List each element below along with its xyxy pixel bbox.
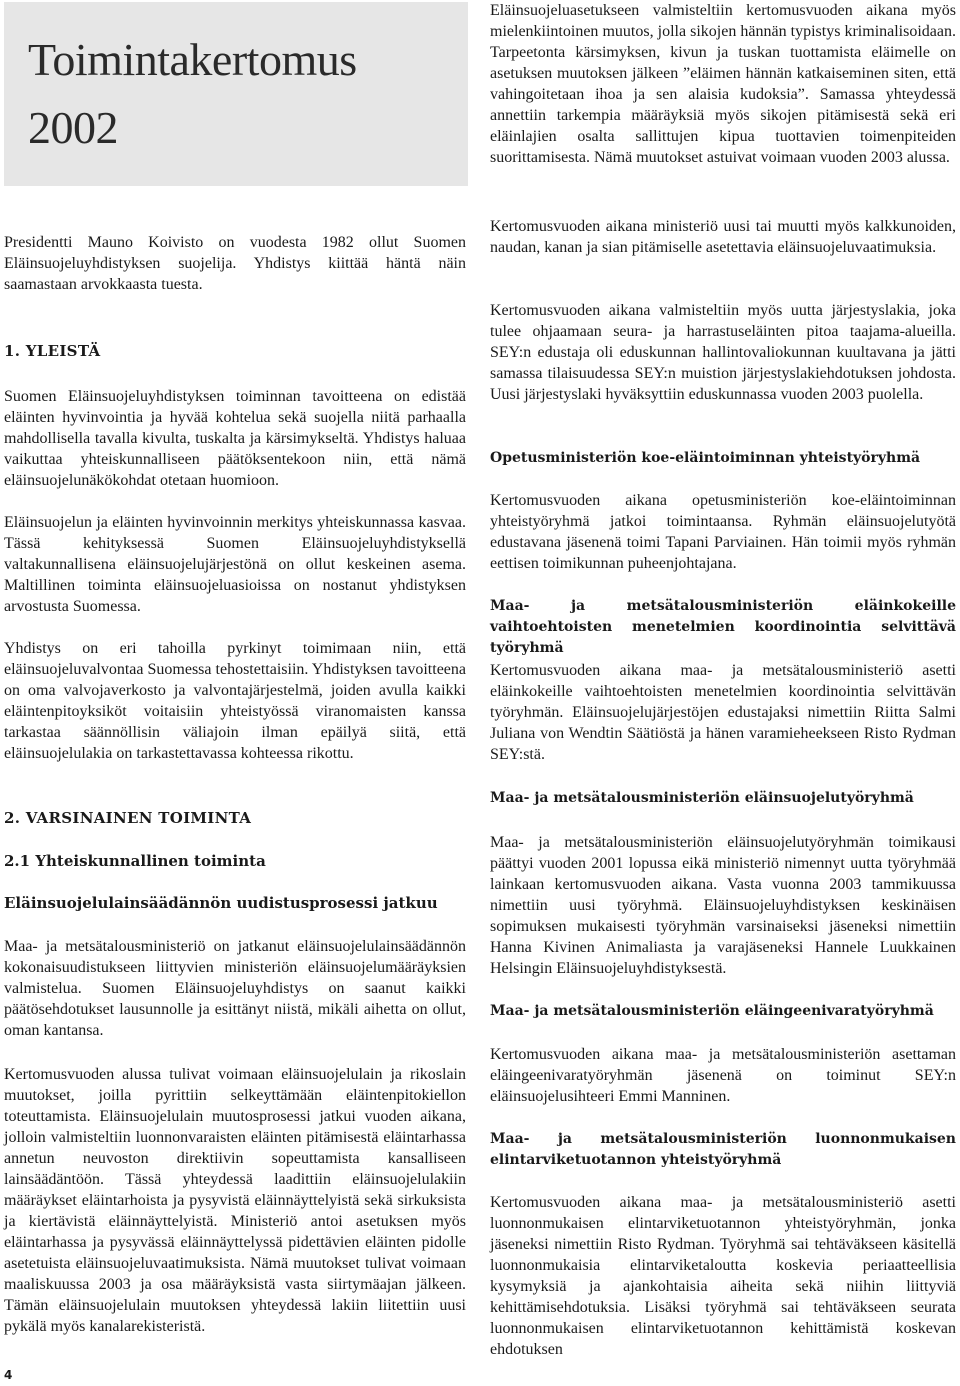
paragraph: Kertomusvuoden aikana maa- ja metsätalousministeriö asetti luonnonmukaisen elintarviketuotannon yhteistyöryhmän, jonka jäseneksi nimettiin Risto Rydman. Työryhmä sai tehtäväkseen käsitellä luonnonmukaisia elintarviketaloutta koskevia periaatteellisia kysymyksiä ja ajankohtaisia aiheita sekä niihin liittyviä kehittämisehdotuksia. Lisäksi työryhmä sai tehtäväkseen seurata luonnonmukaisen elintarviketuotannon kehittämistä koskevan ehdotuksen bbox=[490, 1194, 956, 1358]
page-number: 4 bbox=[4, 1368, 13, 1382]
paragraph: Kertomusvuoden aikana opetusministeriön koe-eläintoiminnan yhteistyöryhmä jatkoi toimintaansa. Ryhmän eläinsuojelutyötä edustavana jäsenenä toimi Tapani Parviainen. Hän toimii myös ryhmän eettisen toimikunnan puheenjohtajana. bbox=[490, 492, 956, 572]
topic-heading: Maa- ja metsätalousministeriön luonnonmukaisen elintarviketuotannon yhteistyöryhmä bbox=[490, 1131, 956, 1168]
paragraph: Eläinsuojelun ja eläinten hyvinvoinnin merkitys yhteiskunnassa kasvaa. Tässä kehityksessä Suomen Eläinsuojeluyhdistyksellä valtakunnallisena eläinsuojelujärjestönä on ollut keskeinen asema. Maltillinen toiminta eläinsuojeluasioissa on nostanut yhdistyksen arvostusta Suomessa. bbox=[4, 514, 466, 615]
topic-heading: Maa- ja metsätalousministeriön eläinkokeille vaihtoehtoisten menetelmien koordinointia selvittävä työryhmä bbox=[490, 598, 956, 656]
topic-heading: Maa- ja metsätalousministeriön eläinsuojelutyöryhmä bbox=[490, 790, 914, 806]
title-banner bbox=[4, 2, 468, 186]
title-line-2: 2002 bbox=[28, 102, 118, 153]
subsection-heading: 2.1 Yhteiskunnallinen toiminta bbox=[4, 852, 266, 870]
paragraph: Kertomusvuoden alussa tulivat voimaan eläinsuojelulain ja rikoslain muutokset, joilla pyrittiin selkeyttämään eläintenpitokiellon toteuttamista. Eläinsuojelulain muutosprosessi jatkui vuoden aikana, jolloin valmisteltiin luonnonvaraisten eläinten pitämisestä eläintarhassa annetun neuvoston direktiivin sopeuttamista kansalliseen lainsäädäntöön. Tässä yhteydessä laadittiin eläinsuojelulakiin määräykset eläintarhoista ja pysyvistä eläinnäyttelyistä sekä sirkuksista ja kiertävistä eläinnäyttelyistä. Ministeriö antoi asetuksen myös eläintarhassa ja pysyvässä eläinnäyttelyssä pidettävien eläinten pidolle asetetuista eläinsuojeluvaatimuksista. Nämä muutokset tulivat voimaan maaliskuussa 2003 ja osa määräyksistä vasta siirtymäajan jälkeen. Tämän eläinsuojelulain muutoksen yhteydessä lakiin liitettiin uusi pykälä myös kanalarekisteristä. bbox=[4, 1066, 466, 1335]
intro-paragraph: Presidentti Mauno Koivisto on vuodesta 1982 ollut Suomen Eläinsuojeluyhdistyksen suojelija. Yhdistys kiittää häntä näin saamastaan arvokkaasta tuesta. bbox=[4, 234, 466, 293]
page-title bbox=[28, 26, 357, 162]
paragraph: Kertomusvuoden aikana valmisteltiin myös uutta järjestyslakia, joka tulee ohjaamaan seura- ja harrastuseläinten pitoa taajama-alueilla. SEY:n edustaja oli eduskunnan hallintovaliokunnan kuultavana ja jätti samassa tilaisuudessa SEY:n muistion järjestyslakiehdotuksen johdosta. Uusi järjestyslaki hyväksyttiin eduskunnassa vuoden 2003 puolella. bbox=[490, 302, 956, 403]
topic-heading: Maa- ja metsätalousministeriön eläingeenivaratyöryhmä bbox=[490, 1003, 934, 1019]
paragraph: Yhdistys on eri tahoilla pyrkinyt toimimaan niin, että eläinsuojeluvalvontaa Suomessa tehostettaisiin. Yhdistyksen tavoitteena on oma valvojaverkosto ja valvontajärjestelmä, joiden avulla kaikki eläintenpitoyksiköt voitaisiin yhteistyössä viranomaisten kanssa tarkastaa säännöllisin väliajoin ilman epäilyä siitä, että eläinsuojelulakia on tarkastettavassa kohteessa rikottu. bbox=[4, 640, 466, 762]
section-heading-general: 1. YLEISTÄ bbox=[4, 342, 101, 360]
paragraph: Maa- ja metsätalousministeriön eläinsuojelutyöryhmän toimikausi päättyi vuoden 2001 lopussa eikä ministeriö nimennyt uutta työryhmää lainkaan kertomusvuoden aikana. Vasta vuonna 2003 tammikuussa nimettiin uusi työryhmä. Eläinsuojeluyhdistyksen keskinäisen sopimuksen mukaisesti työryhmän varsinaiseksi jäseneksi nimettiin Hanna Kivinen Animaliasta ja varajäseneksi Hannele Luukkainen Helsingin Eläinsuojeluyhdistyksestä. bbox=[490, 834, 956, 977]
title-line-1: Toimintakertomus bbox=[28, 34, 357, 85]
section-heading-main-activity: 2. VARSINAINEN TOIMINTA bbox=[4, 809, 252, 827]
paragraph: Kertomusvuoden aikana maa- ja metsätalousministeriön asettaman eläingeenivaratyöryhmän jäsenenä on toiminut SEY:n eläinsuojelusihteeri Emmi Manninen. bbox=[490, 1046, 956, 1105]
topic-heading: Eläinsuojelulainsäädännön uudistusprosessi jatkuu bbox=[4, 894, 438, 912]
paragraph: Maa- ja metsätalousministeriö on jatkanut eläinsuojelulainsäädännön kokonaisuudistukseen liittyvien ministeriön eläinsuojelumääräyksien valmistelua. Suomen Eläinsuojeluyhdistys on saanut kaikki päätösehdotukset lausunnolle ja esittänyt niistä, mikäli aihetta on ollut, oman kantansa. bbox=[4, 938, 466, 1039]
paragraph: Kertomusvuoden aikana maa- ja metsätalousministeriö asetti eläinkokeille vaihtoehtoisten menetelmien koordinointia selvittävän työryhmän. Eläinsuojelujärjestöjen edustajaksi nimettiin Riitta Salmi Juliana von Wendtin Säätiöstä ja hänen varamieheekseen Risto Rydman SEY:stä. bbox=[490, 662, 956, 763]
paragraph: Kertomusvuoden aikana ministeriö uusi tai muutti myös kalkkunoiden, naudan, kanan ja sian pitämiselle asetettavia eläinsuojeluvaatimuksia. bbox=[490, 218, 956, 256]
topic-heading: Opetusministeriön koe-eläintoiminnan yhteistyöryhmä bbox=[490, 450, 921, 466]
paragraph: Suomen Eläinsuojeluyhdistyksen toiminnan tavoitteena on edistää eläinten hyvinvointia ja hyvää kohtelua sekä suojella niitä parhaalla mahdollisella tavalla kivulta, tuskalta ja kärsimykseltä. Yhdistys haluaa vaikuttaa yhteiskunnalliseen päätöksentekoon niin, että nämä eläinsuojelunäkökohdat otetaan huomioon. bbox=[4, 388, 466, 489]
paragraph: Eläinsuojeluasetukseen valmisteltiin kertomusvuoden aikana myös mielenkiintoinen muutos, jolla sikojen hännän typistys kriminalisoidaan. Tarpeetonta kärsimyksen, kivun ja tuskan tuottamista eläimelle on asetuksen muutoksen jälkeen ”eläimen hännän katkaiseminen siten, että vahingoitetaan ihoa ja sen alaisia kudoksia”. Samassa yhteydessä annettiin tarkempia määräyksiä myös sikojen pitämisestä sekä eri eläinlajien osalta sallittujen kipua tuottavien toimenpiteiden suorittamisesta. Nämä muutokset astuivat voimaan vuoden 2003 alussa. bbox=[490, 2, 956, 166]
